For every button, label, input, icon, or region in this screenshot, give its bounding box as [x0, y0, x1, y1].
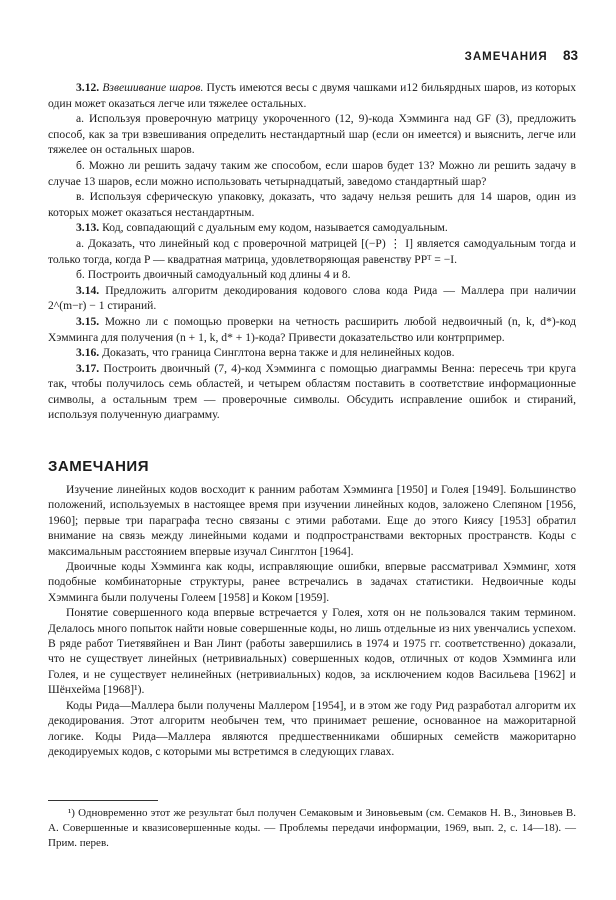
notes-paragraph: Изучение линейных кодов восходит к ранним работам Хэмминга [1950] и Голея [1949]. Большинство положений, используемых в настоящее время при изучении линейных кодов, заложено Слепяном [1956, 1960]; первые три параграфа тесно связаны с этими работами. Еще до этого Киясу [1953] обратил внимание на связь между линейными кодами и подпространствами векторных пространств. Коды с максимальным расстоянием впервые изучал Синглтон [1964].	[48, 483, 576, 558]
footnote	[48, 806, 576, 850]
exercise-3-14: 3.14. Предложить алгоритм декодирования кодового слова кода Рида — Маллера при наличии 2^(m−r) − 1 стираний.	[48, 283, 576, 313]
exercise-3-13-b: б. Построить двоичный самодуальный код длины 4 и 8.	[76, 268, 351, 282]
exercise-3-13-a: а. Доказать, что линейный код с проверочной матрицей [(−P) ⋮ I] является самодуальным тогда и только тогда, когда P — квадратная матрица, удовлетворяющая равенству PPᵀ = −I.	[48, 236, 576, 266]
exercise-3-13: 3.13. Код, совпадающий с дуальным ему кодом, называется самодуальным.	[76, 221, 448, 235]
page-number: 83	[562, 48, 578, 63]
exercises-block	[48, 80, 576, 423]
section-title: ЗАМЕЧАНИЯ	[48, 458, 149, 475]
notes-paragraph: Двоичные коды Хэмминга как коды, исправляющие ошибки, впервые рассматривал Хэмминг, хотя подобные комбинаторные структуры, ранее встречались в задачах статистики. Недвоичные коды Хэмминга были получены Голеем [1958] и Коком [1959].	[48, 560, 576, 604]
notes-paragraph: Понятие совершенного кода впервые встречается у Голея, хотя он не пользовался таким термином. Делалось много попыток найти новые совершенные коды, но лишь отдельные из них увенчались успехом. В ряде работ Тиетявяйнен и Ван Линт (работы завершились в 1974 и 1975 гг. соответственно) доказали, что не существует линейных (нетривиальных) совершенных кодов, отличных от кодов Хэмминга или Голея, и не существует нелинейных (нетривиальных) кодов, за исключением кодов Васильева [1962] и Шёнхейма [1968]¹).	[48, 606, 576, 697]
running-title: ЗАМЕЧАНИЯ	[464, 51, 548, 63]
exercise-3-12-b: б. Можно ли решить задачу таким же способом, если шаров будет 13? Можно ли решить задачу в случае 13 шаров, если можно использовать четырнадцатый, заведомо стандартный шар?	[48, 158, 576, 188]
exercise-3-17: 3.17. Построить двоичный (7, 4)-код Хэмминга с помощью диаграммы Венна: пересечь три круга так, чтобы получилось семь областей, и четырем областям поставить в соответствие информационные символы, а остальным трем — проверочные символы. Обсудить исправление ошибок и стираний, используя полученную диаграмму.	[48, 361, 576, 422]
exercise-3-12-c: в. Используя сферическую упаковку, доказать, что задачу нельзя решить для 14 шаров, один из которых может оказаться нестандартным.	[48, 190, 576, 219]
footnote-divider	[48, 800, 158, 801]
exercise-3-15: 3.15. Можно ли с помощью проверки на четность расширить любой недвоичный (n, k, d*)-код Хэмминга для получения (n + 1, k, d* + 1)-кода? Привести доказательство или контрпример.	[48, 314, 576, 344]
notes-paragraph: Коды Рида—Маллера были получены Маллером [1954], и в этом же году Рид разработал алгоритм их декодирования. Этот алгоритм необычен тем, что принимает решение, основанное на мажоритарной логике. Коды Рида—Маллера являются предшественниками обширных семейств мажоритарно декодируемых кодов, с которыми мы встретимся в следующих главах.	[48, 698, 576, 758]
exercise-3-16: 3.16. Доказать, что граница Синглтона верна также и для нелинейных кодов.	[76, 346, 455, 360]
exercise-3-12: 3.12. Взвешивание шаров. Пусть имеются весы с двумя чашками и12 бильярдных шаров, из которых один может оказаться легче или тяжелее остальных.	[48, 81, 577, 110]
exercise-3-12-a: а. Используя проверочную матрицу укороченного (12, 9)-кода Хэмминга над GF (3), предложить способ, как за три взвешивания определить нестандартный шар (если он имеется) и выяснить, легче или тяжелее он остальных шаров.	[48, 112, 576, 157]
footnote-text: ¹) Одновременно этот же результат был получен Семаковым и Зиновьевым (см. Семаков Н. В., Зиновьев В. А. Совершенные и квазисовершенные коды. — Проблемы передачи информации, 1969, вып. 2, с. 14—18). — Прим. перев.	[48, 807, 576, 849]
page-header	[465, 48, 578, 64]
notes-block	[48, 482, 576, 759]
